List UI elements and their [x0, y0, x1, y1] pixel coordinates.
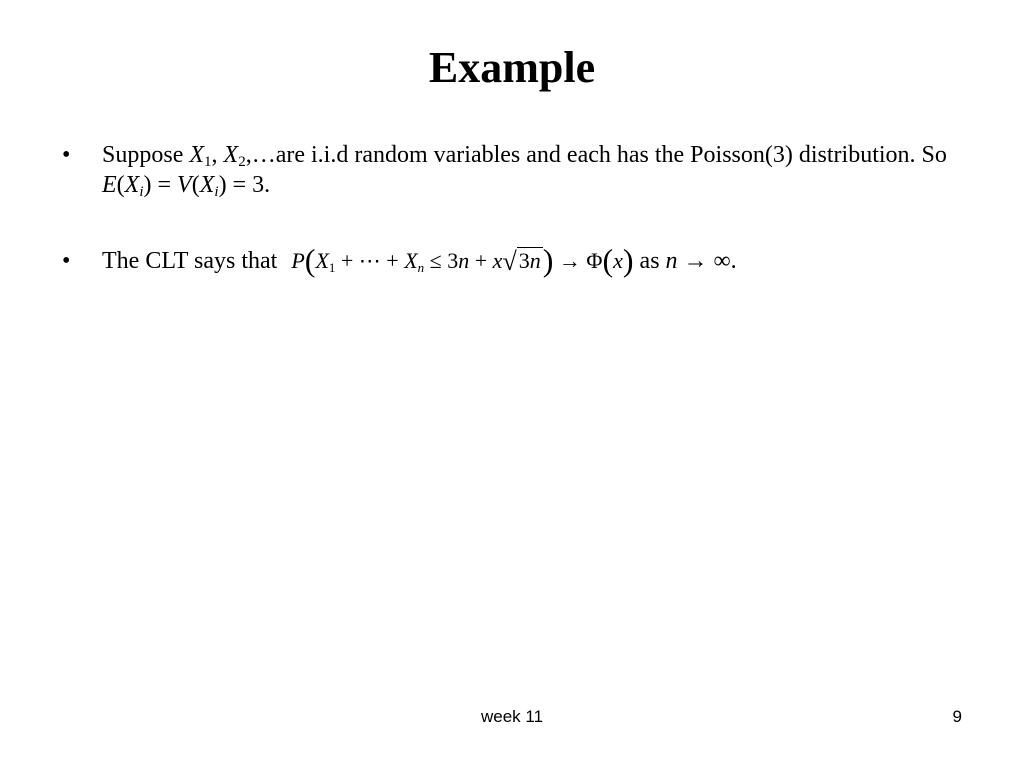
- text-clt-prefix: The CLT says that: [102, 248, 284, 274]
- var-x1: X: [189, 142, 205, 168]
- text-arrow-infinity: → ∞.: [677, 248, 737, 274]
- formula-sqrt: [502, 246, 542, 277]
- formula-phi-x: x: [613, 248, 623, 273]
- paren-open-e: (: [116, 172, 125, 198]
- sqrt-n: n: [529, 248, 541, 273]
- formula-lparen: (: [304, 242, 316, 278]
- bullet-item-clt: [62, 242, 962, 278]
- bullet-symbol: •: [62, 248, 71, 274]
- slide-title: Example: [428, 43, 596, 92]
- formula-xn: X: [404, 248, 418, 273]
- formula-p: P: [291, 248, 305, 273]
- formula-sub-n-var: n: [417, 260, 425, 275]
- comma-separator: ,: [211, 142, 224, 168]
- text-as: as: [639, 248, 666, 274]
- var-n-limit: n: [665, 248, 678, 274]
- text-equals-three: ) = 3.: [218, 172, 271, 198]
- formula-phi-rparen: ): [622, 242, 634, 278]
- var-xi-e: X: [124, 172, 140, 198]
- var-i-v: i: [214, 184, 219, 200]
- footer-week-label: week 11: [480, 707, 544, 726]
- formula-phi-lparen: (: [602, 242, 614, 278]
- footer-page-number: 9: [952, 707, 962, 726]
- var-x2: X: [223, 142, 239, 168]
- bullet-symbol: •: [62, 142, 71, 168]
- var-xi-v: X: [199, 172, 215, 198]
- var-v: V: [177, 172, 192, 198]
- formula-plus-dots: + ⋯ +: [335, 248, 405, 273]
- subscript-1: 1: [204, 154, 212, 170]
- bullet-list: [62, 140, 962, 277]
- formula-phi: Φ: [586, 248, 603, 273]
- sqrt-icon: √: [502, 247, 517, 276]
- formula-plus: +: [469, 248, 493, 273]
- formula-rparen: ): [542, 242, 554, 278]
- paren-close-eq: ) =: [143, 172, 178, 198]
- text-iid-poisson: ,…are i.i.d random variables and each has the Poisson(3) distribution. So: [245, 142, 947, 168]
- formula-sub-1: 1: [328, 260, 336, 275]
- text-suppose: Suppose: [102, 142, 190, 168]
- var-i-e: i: [139, 184, 144, 200]
- subscript-2: 2: [238, 154, 246, 170]
- formula-arrow: →: [553, 248, 587, 273]
- formula-x: x: [492, 248, 503, 273]
- paren-open-v: (: [191, 172, 200, 198]
- formula-leq-three: ≤ 3: [424, 248, 459, 273]
- sqrt-three: 3: [518, 248, 530, 273]
- bullet-item-poisson: [62, 140, 962, 200]
- formula-n: n: [458, 248, 470, 273]
- formula-x1: X: [315, 248, 329, 273]
- clt-formula: [291, 242, 634, 278]
- var-e: E: [102, 172, 117, 198]
- sqrt-radicand: [517, 247, 543, 273]
